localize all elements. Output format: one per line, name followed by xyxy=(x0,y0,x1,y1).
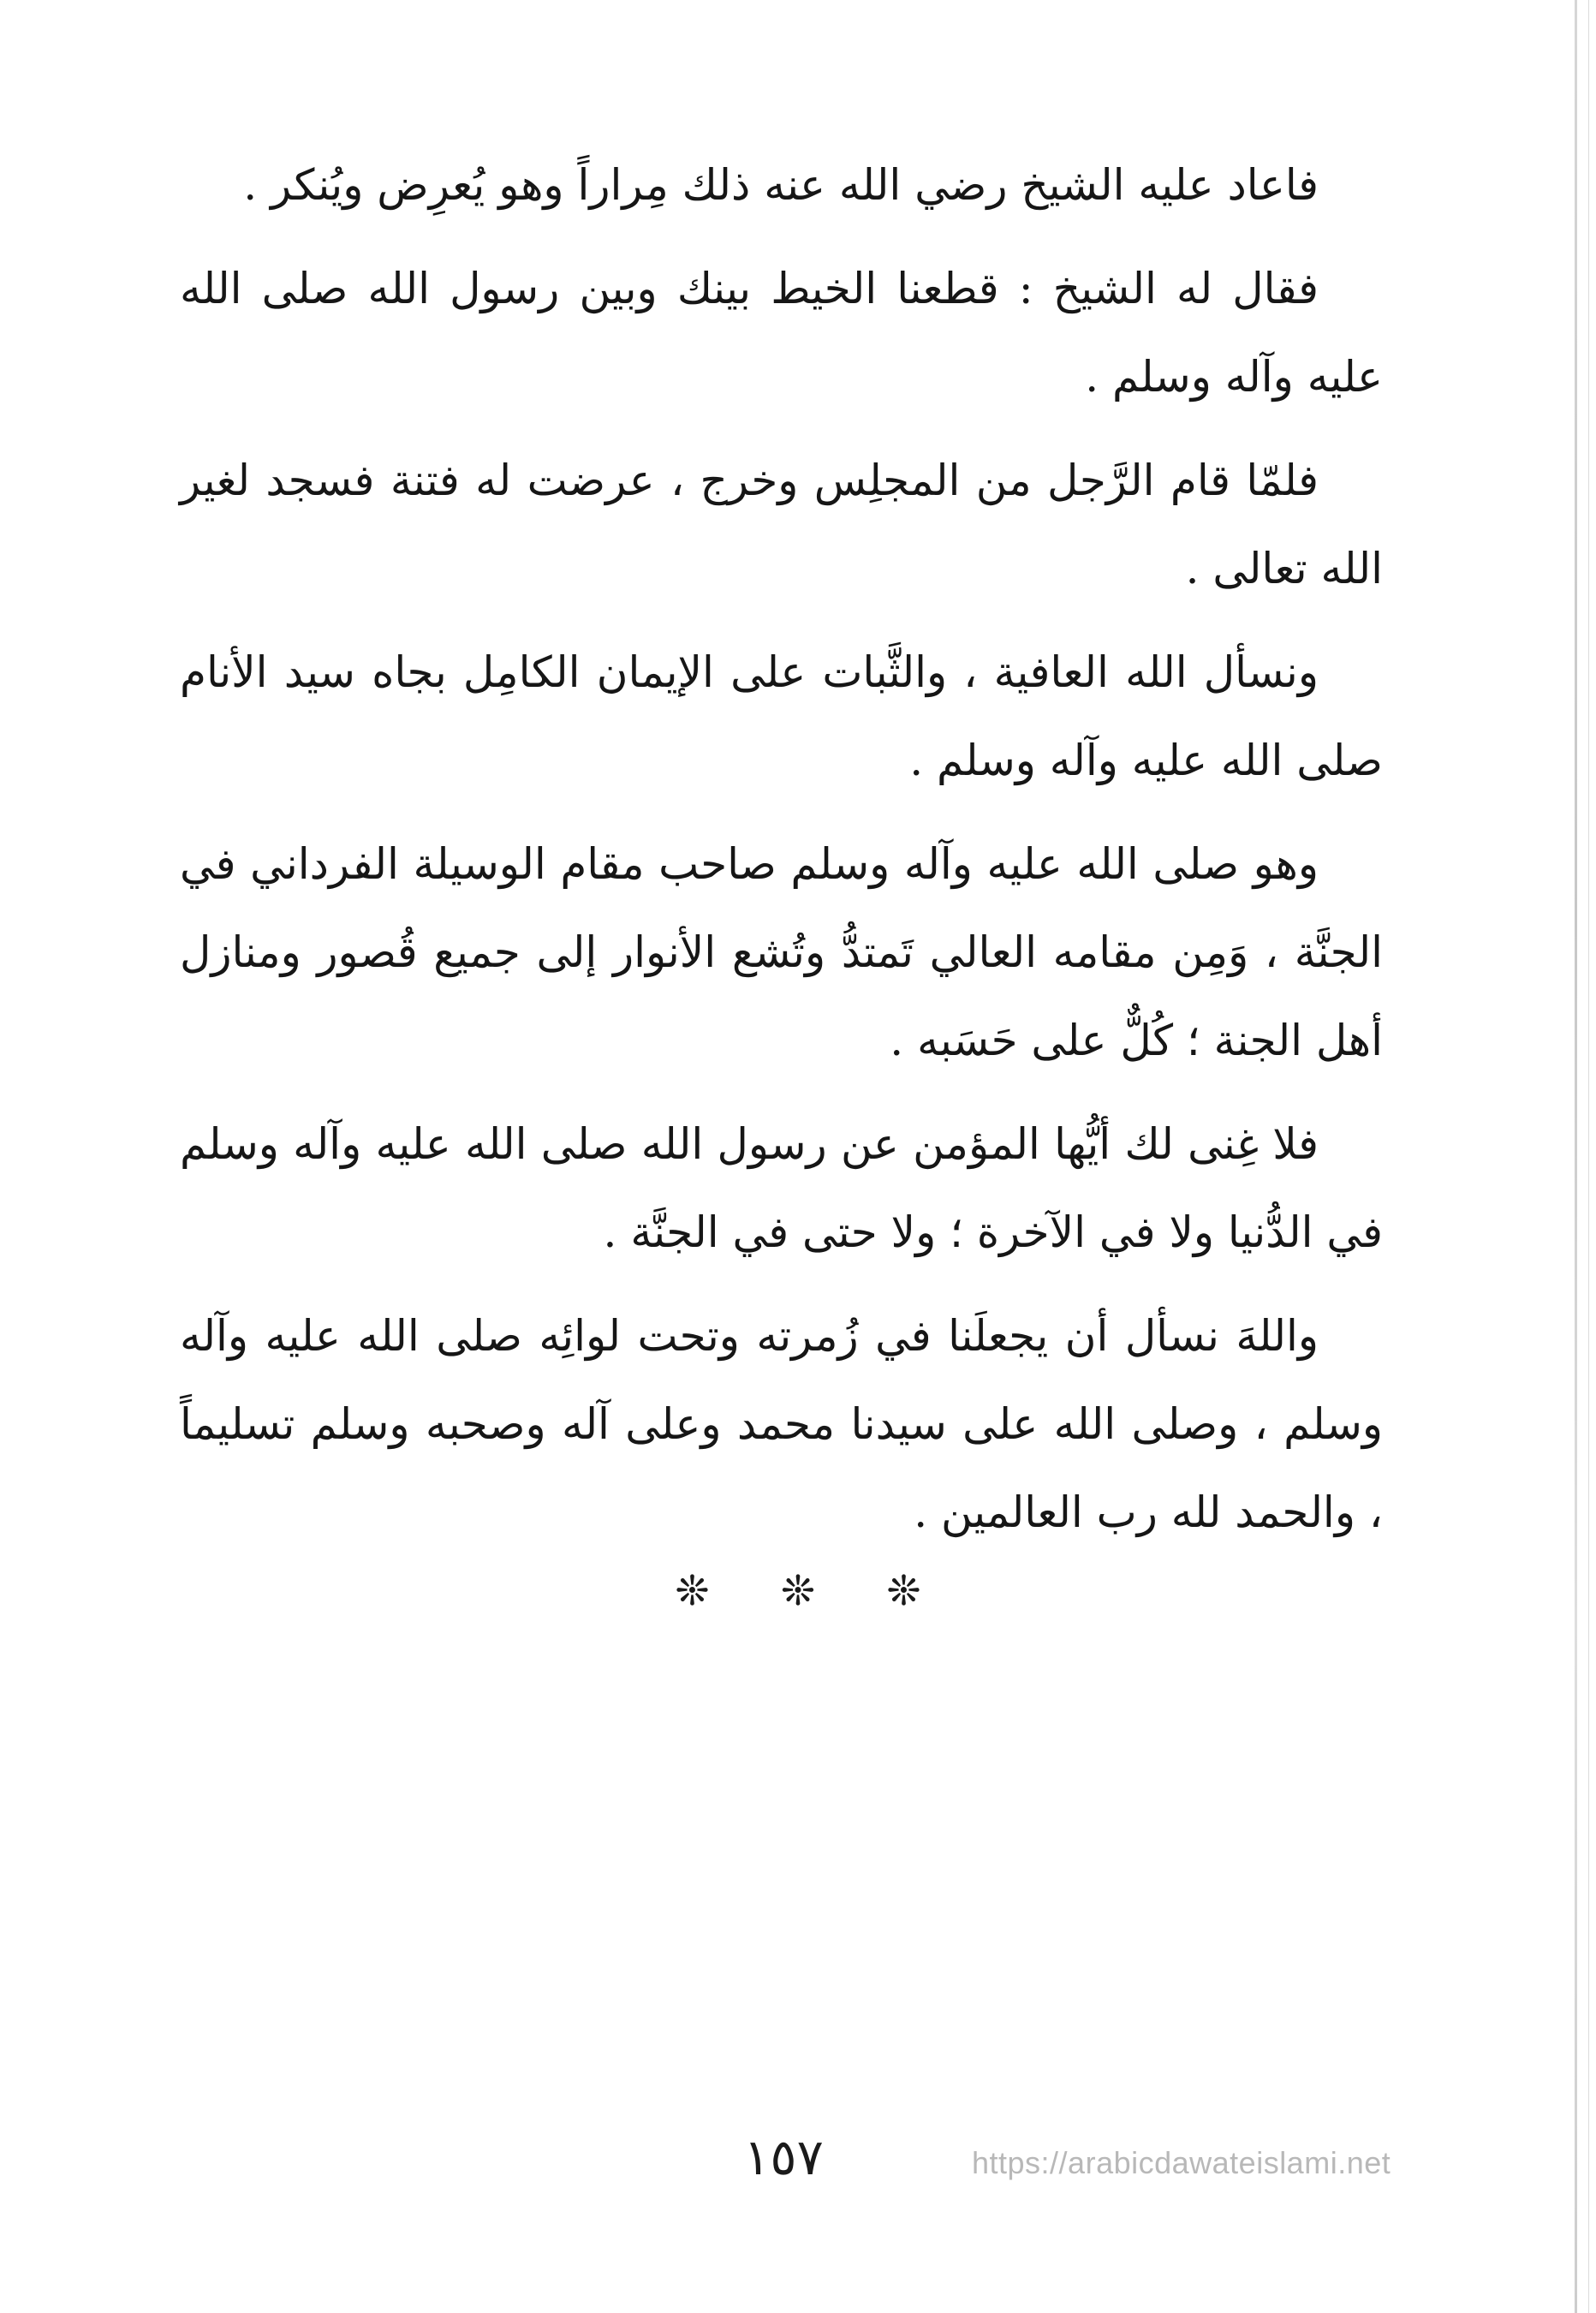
scan-edge-outer xyxy=(1588,0,1589,2313)
paragraph: ونسأل الله العافية ، والثَّبات على الإيمان الكامِل بجاه سيد الأنام صلى الله عليه وآله وسلم . xyxy=(180,647,1383,785)
paragraph: فاعاد عليه الشيخ رضي الله عنه ذلك مِراراً وهو يُعرِض ويُنكر . xyxy=(243,160,1319,210)
section-separator xyxy=(0,1567,1596,1615)
paragraph: فقال له الشيخ : قطعنا الخيط بينك وبين رسول الله صلى الله عليه وآله وسلم . xyxy=(180,264,1383,402)
paragraph: فلمّا قام الرَّجل من المجلِس وخرج ، عرضت له فتنة فسجد لغير الله تعالى . xyxy=(180,456,1383,593)
paragraph: وهو صلى الله عليه وآله وسلم صاحب مقام الوسيلة الفرداني في الجنَّة ، وَمِن مقامه العالي تَمتدُّ وتُشع الأنوار إلى جميع قُصور ومنازل أهل الجنة ؛ كُلٌّ على حَسَبه . xyxy=(180,839,1383,1065)
asterisk-icon: ❊ xyxy=(780,1567,816,1615)
paragraph: فلا غِنى لك أيُّها المؤمن عن رسول الله صلى الله عليه وآله وسلم في الدُّنيا ولا في الآخرة ؛ ولا حتى في الجنَّة . xyxy=(180,1119,1383,1257)
asterisk-icon: ❊ xyxy=(675,1567,710,1615)
asterisk-icon: ❊ xyxy=(886,1567,921,1615)
scan-edge xyxy=(1575,0,1577,2313)
page-number: ١٥٧ xyxy=(743,2128,824,2186)
body-text xyxy=(180,141,1383,1572)
paragraph: واللهَ نسأل أن يجعلَنا في زُمرته وتحت لوائِه صلى الله عليه وآله وسلم ، وصلى الله على سيدنا محمد وعلى آله وصحبه وسلم تسليماً ، والحمد لله رب العالمين . xyxy=(180,1311,1383,1537)
watermark-url: https://arabicdawateislami.net xyxy=(972,2145,1391,2180)
